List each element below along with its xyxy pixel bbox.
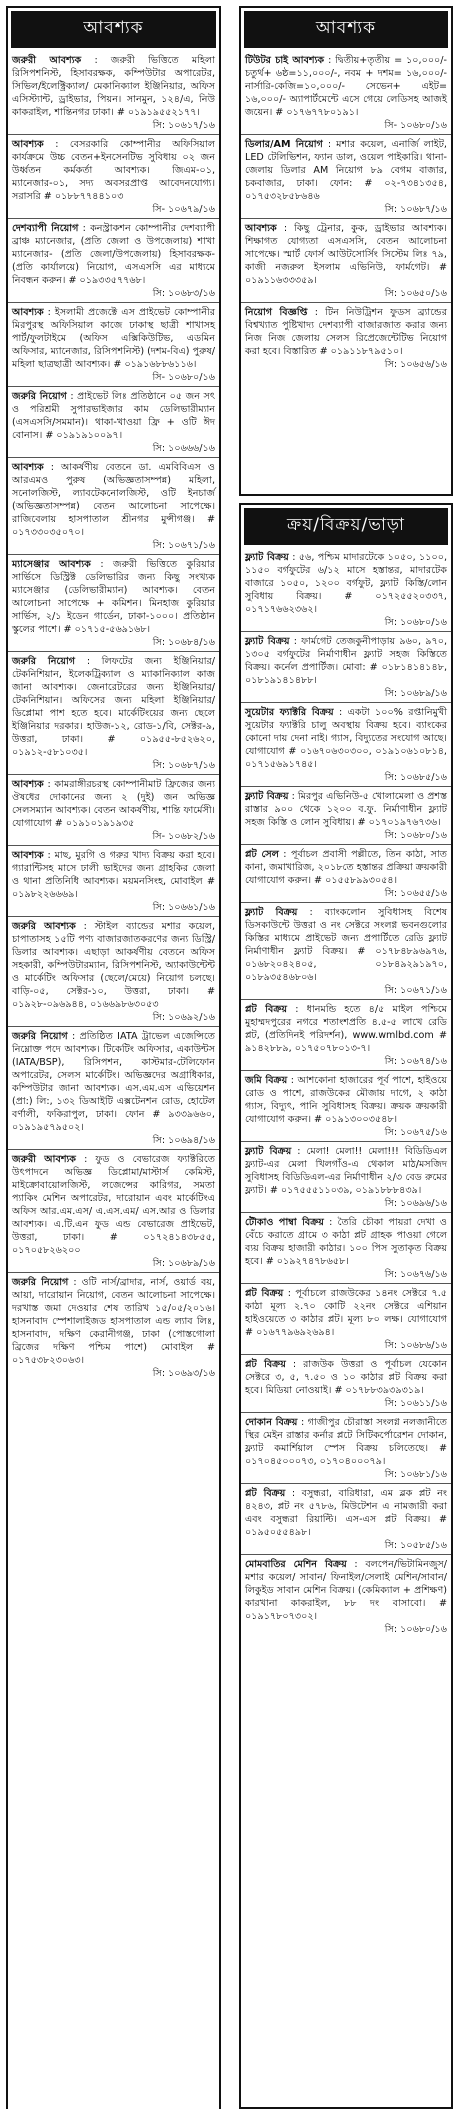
- classified-ad: [241, 703, 451, 787]
- ad-body: : ওটি নার্স/ব্রাদার, নার্স, ওয়ার্ড বয়, আয়া, দারোয়ান নিয়োগ, বেতন আলোচনা সাপেক্ষে। দরখাস্ত জমা দেওয়ার শেষ তারিখ ১৫/০৫/২০১৬। হাসনাবাদ স্পেশালাইজড হাসপাতাল এন্ড ল্যাব লিঃ, হাসনাবাদ, দক্ষিণ কেরানীগঞ্জ, ঢাকা (পোস্তগোলা ব্রিজের দক্ষিণ পশ্চিম পাশে) মোবাইল # ০১৭৫৩৮২৩০৬৩।: [12, 1277, 215, 1366]
- ad-title: আবশ্যক: [245, 223, 277, 234]
- ad-body: : একটা ১০০% রপ্তানিমুখী সুয়েটার ফ্যাক্টরি চালু অবস্থায় বিক্রয় হবে। ব্যাংকের কোনো দায় দেনা নাই। গ্যাস, বিদ্যুতের সংযোগ আছে। যোগাযোগ # ০১৬৭০৬৩০৩০০, ০১৯১০৬১০৮১৪, ০১৭১৫৬৯১৭৪৫।: [245, 707, 447, 770]
- ad-body: : জরুরী ভিত্তিতে মহিলা রিসিপশনিস্ট, হিসাবরক্ষক, কম্পিউটার অপারেটর, সিভিল/ইলেক্ট্রিক্যাল/ মেকানিক্যাল ইঞ্জিনিয়ার, অফিস এসিস্ট্যান্ট, ড্রাইভার, পিয়ন। সানমুন, ১২৪/এ, নিউ কাকরাইল, শান্তিনগর ঢাকা। # ০১৯১৯৫৫২১৭৭।: [12, 55, 215, 118]
- ad-reference-code: সি: ১০৬৬৬/১৬: [152, 443, 215, 454]
- ad-body: : বেসরকারি কোম্পানীর অফিসিয়াল কার্যক্রমে উচ্চ বেতন+ইনসেনটিভ সুবিধায় ০২ জন উর্ধ্বতন কর্মকর্তা আবশ্যক। জিএম-০১, ম্যানেজার-০১, সদ্য অবসরপ্রাপ্ত আবেদনযোগ্য। সরাসরি # ০১৮৮৭৭৪৪১০৩: [12, 139, 215, 202]
- ad-body: : রাজউক উত্তরা ও পূর্বাচল যেকোন সেক্টরে ৩, ৫, ৭.৫০ ও ১০ কাঠার প্লট বিক্রয় করা হবে। মিডিয়া নোওয়াই। # ০১৭৮৮৩৯৩৯৩১৯।: [245, 1359, 447, 1396]
- ad-reference-code: সি: ১০৬৫০/১৬: [384, 288, 447, 299]
- classified-ad: [8, 846, 219, 917]
- ad-title: ম্যাসেঞ্জার আবশ্যক: [12, 559, 91, 570]
- ad-body: : লিফটের জন্য ইঞ্জিনিয়ার/টেকনিশিয়ান, ইলেকট্রিক্যাল ও ম্যাকানিক্যাল কাজ জানা আবশ্যক। জেনারেটরের জন্য ইঞ্জিনিয়ার/টেকনিশিয়ান। অফিসের জন্য মহিলা ইঞ্জিনিয়ার/ডিপ্লোমা পাশ হতে হবে। মার্কেটিংয়ের জন্য ছেলে ইঞ্জিনিয়ার দরকার। হাউজ-১২, রোড-১/বি, সেক্টর-৯, উত্তরা, ঢাকা। # ০১৯৫৫-৮৫২৬২০, ০১৯১২-৫৮১০৩৫।: [12, 656, 215, 758]
- left-ads-list: [8, 51, 219, 1382]
- ad-title: আবশ্যক: [12, 779, 44, 790]
- ad-reference-code: সি: ১০৬৬১/১৬: [152, 902, 215, 913]
- ad-title: সুয়েটার ফ্যাক্টরি বিক্রয়: [245, 707, 334, 718]
- ad-body: : কিছু ট্রেনার, কুক, ড্রাইভার আবশ্যক। শিক্ষাগত যোগ্যতা এসএসসি, বেতন আলোচনা সাপেক্ষে। স্মার্ট ফোর্স আউটসোর্সিং সিস্টেম লিঃ ৭৯, কাজী নজরুল ইসলাম এভিনিউ, ফার্মগেট। # ০১৯১১৬৩৩৩৫৯।: [245, 223, 447, 286]
- right-bottom-ads-list: [241, 548, 451, 1638]
- ad-reference-code: সি: ১০৬৮০/১৬: [384, 617, 447, 628]
- ad-body: : মিরপুর এভিনিউ-৫ খোলামেলা ও প্রশস্ত রাস্তার ৯০০ থেকে ১২০০ ব.ফু. নির্মাণাধীন ফ্ল্যাট সহজ কিস্তি ও লোন সুবিধায়। # ০১৭০১৯৭৬৭৩৬।: [245, 791, 448, 828]
- ad-title: টিউটর চাই আবশ্যক: [245, 55, 325, 66]
- classified-ad: [241, 135, 451, 219]
- ad-body: : জরুরী ভিত্তিতে কুরিয়ার সার্ভিসে ডিস্ট্রিক্ট ডেলিভারির জন্য কিছু সংখ্যক ম্যাসেঞ্জার (ডেলিভারীম্যান) আবশ্যক। বেতন আলোচনা সাপেক্ষে + কমিশন। মিনহাজ কুরিয়ার সার্ভিস, ২/১ ইডেন গার্ডেন, ঢাকা-১০০০। প্রতিষ্ঠান স্কুলের পাশে। # ০১৭১৫-৫৬৯১৬৮।: [12, 559, 215, 635]
- section-header-jobs-right: আবশ্যক: [244, 11, 448, 48]
- classified-ad: [241, 1355, 451, 1413]
- ad-title: ফ্ল্যাট বিক্রয়: [245, 636, 290, 647]
- ad-body: : মাছ, মুরগি ও গরুর খাদ্য বিক্রয় করা হবে। গ্যারান্টিসহ মাসে ঢালী ভাইদের জন্য গ্রাহকির জেলা ও থানা প্রতিনিধি আবশ্যক। ময়মনসিংহ, মোবাইল # ০১৯৮২২৬৬৬৯।: [12, 850, 215, 900]
- ad-title: ডিলার/AM নিয়োগ: [245, 139, 323, 150]
- ad-title: আবশ্যক: [12, 139, 44, 150]
- right-top-box: [239, 6, 453, 496]
- ad-body: : গাজীপুর চৌরাস্তা সংলগ্ন নলজানীতে স্থির মেইন রাস্তার কর্নার প্লটে সিটিকর্পোরেশন দোকান, ফ্ল্যাট কমার্শিয়াল স্পেস বিক্রয় চলিতেছে। # ০১৭০৪৫০০০৭৩, ০১৭০৪০০০৭৯।: [245, 1417, 447, 1467]
- classified-ad: [8, 555, 219, 652]
- ad-title: দেশব্যাপী নিয়োগ: [12, 223, 79, 234]
- classified-ad: [241, 219, 451, 303]
- classified-ad: [241, 845, 451, 903]
- ad-title: জরুরি নিয়োগ: [12, 1277, 69, 1288]
- classified-ad: [241, 548, 451, 632]
- classified-ad: [241, 1071, 451, 1142]
- ad-body: : প্রাইভেট লিঃ প্রতিষ্ঠানে ০৫ জন সৎ ও পরিশ্রমী সুপারভাইজার কাম ডেলিভারীম্যান (এসএসসি/সমমান)। থাকা-খাওয়া ফ্রি + ওটি ঈদ বোনাস। # ০১৯১৯১০০৯৭।: [12, 391, 215, 441]
- right-bottom-box: [239, 503, 453, 2109]
- ad-reference-code: সি- ১০৬৭৯/১৬: [152, 204, 215, 215]
- ad-reference-code: সি: ১০৬৮৫/১৬: [384, 772, 447, 783]
- ad-body: : আকর্ষণীয় বেতনে ডা. এমবিবিএস ও আরএমও পুরুষ (অভিজ্ঞতাসম্পন্ন) মহিলা, সনোলজিস্ট, ল্যাবটেকনোলজিস্ট, ওটি ইনচার্জ (অভিজ্ঞতাসম্পন্ন) বেতন আলোচনা সাপেক্ষে। রাজিবেলায় হাসপাতাল শ্রীনগর মুন্সীগঞ্জ। # ০১৭৩৩০৩৫০৭০।: [12, 462, 215, 538]
- ad-title: জরুরী আবশ্যক: [12, 1154, 77, 1165]
- ad-title: ফ্ল্যাট বিক্রয়: [245, 791, 289, 802]
- classified-ad: [241, 51, 451, 135]
- ad-body: : কনস্ট্রাকশন কোম্পানীর দেশব্যাপী ব্রাঞ্চ ম্যানেজার, (প্রতি জেলা ও উপজেলায়) শাখা ম্যানেজার- (প্রতি জেলা/উপজেলায়) হিসাবরক্ষক- (প্রতি কার্যালয়ে) নিয়োগ, এসএসসি এর মাধ্যমে নিবন্ধন করুন। # ০১৯৩৩৫৭৭৬৮।: [12, 223, 215, 286]
- ad-body: : পূর্বাচলে রাজউকের ১৪নং সেক্টরে ৭.৫ কাঠা মূল্য ২.৭০ কোটি ২২নং সেক্টরে এশিয়ান হাইওয়েতে ৩ কাঠার প্লট। মূল্য ৮০ লক্ষ। যোগাযোগ # ০১৬৭৭৯৬৯২৬৯৪।: [245, 1288, 447, 1338]
- classified-ad: [8, 775, 219, 846]
- classified-ad: [241, 1000, 451, 1071]
- classified-ad: [8, 51, 219, 135]
- classified-ad: [241, 632, 451, 703]
- ad-reference-code: সি: ১০৬৭৫/১৬: [384, 1127, 447, 1138]
- classified-ad: [241, 903, 451, 1000]
- ad-title: আবশ্যক: [12, 850, 44, 861]
- ad-body: : বলপেন/ভিটামিনজুস/মশার কয়েল/ সাবান/ ফিনাইল/সেলাই মেশিন/সাবান/ লিকুইড সাবান মেশিন বিক্রয়। (কেমিক্যাল + প্রশিক্ষণ) কারখানা কাকরাইল, ৮৮ দং বাসাবো। # ০১৯১৭৮০৭৩০২।: [245, 1559, 447, 1622]
- ad-reference-code: সি- ১০৬৮০/১৬: [384, 120, 447, 131]
- ad-reference-code: সি: ১০৬৭১/১৬: [384, 985, 447, 996]
- classified-ad: [8, 652, 219, 775]
- section-header-jobs: আবশ্যক: [11, 11, 216, 48]
- ad-title: জরুরি নিয়োগ: [12, 1031, 68, 1042]
- classified-ad: [8, 303, 219, 387]
- ad-body: : মেলা! মেলা!! মেলা!!! বিডিডিএল ফ্ল্যাট-এর মেলা খিলগাঁও-এ থেকাল মাঠ/মসজিদ সুবিধাসহ বিডিডিএল-এর নির্মাণাধীন ২/৩ বেড রুমের ফ্ল্যাট। # ০১৭৫৫৫১১০৩৯, ০১৯১৮৮৮৪৩৯।: [245, 1146, 447, 1196]
- ad-body: : টিন নিউট্রিশন ফুডস ব্র্যান্ডের বিশ্বখ্যাত পুষ্টিখাদ্য দেশব্যাপী বাজারজাত করার জন্য নিজ নিজ জেলায় সেলস রিপ্রেজেন্টেটিভ নিয়োগ করা হবে। বিস্তারিত # ০১৯১১৮৭৯৫১০।: [245, 307, 447, 357]
- left-classifieds-column: [6, 6, 221, 2109]
- ad-title: টৌকাও পাম্বা বিক্রয়: [245, 1217, 324, 1228]
- classified-ad: [8, 219, 219, 303]
- classified-ad: [8, 458, 219, 555]
- ad-reference-code: সি: ১০৬৫৬/১৬: [384, 359, 447, 370]
- ad-reference-code: সি: ১০৬৮৯/১৬: [152, 1258, 215, 1269]
- ad-title: প্লট বিক্রয়: [245, 1359, 286, 1370]
- ad-body: : বসুন্ধরা, বারিধারা, এম ব্লক প্লট নং ৪২৪৩, প্লট নং ৫৭৮৬, মিউটেশন এ নামজারী করা এবং বসুন্ধরা রিয়াল্টি। এস-এস প্লট বিক্রয়। # ০১৯৫০৫৫৪৯৮।: [245, 1488, 447, 1538]
- classified-ad: [8, 387, 219, 458]
- ad-body: : তৈরি চৌকা পায়রা দেখা ও বেঁচে করাতে গ্রামে ৩ কাঠা প্লট গ্রাহক পাওয়া গেলে ব্যয় বিক্রয় হাজারী কাঠার। ১০০ পিস সুতাকৃত বিক্রয় হবে। # ০১৯২৭৪৭৮৬৫৮।: [245, 1217, 447, 1267]
- classified-ad: [241, 1284, 451, 1355]
- classified-ad: [241, 1213, 451, 1284]
- classified-ad: [241, 1484, 451, 1555]
- classified-ad: [8, 917, 219, 1027]
- ad-reference-code: সি: ১০৬৭৬/১৬: [384, 1269, 447, 1280]
- ad-body: : ব্যাংকলোন সুবিধাসহ বিশেষ ডিসকাউন্টে উত্তরা ও নং সেক্টরে সংলগ্ন ভবনগুলোর কিস্তির মাধ্যমে প্রাইভেট জন্য প্রপার্টিতে রেডি ফ্ল্যাট নির্মাণাধীন ফ্ল্যাট বিক্রয়। # ০১৭৮৪৮৯৬৯৭৬, ০১৬৮২০৪২৪০৫, ০১৮৪৯২৯১৯৭০, ০১৮৯৩৫৪৬৮০৬।: [245, 907, 447, 983]
- ad-body: : ফুড ও বেভারেজ ফ্যাক্টরিতে উৎপাদনে অভিজ্ঞ ডিপ্লোমা/মাস্টার্স কেমিস্ট, মাইক্রোবায়োলজিস্ট, লজেন্সের কারিগর, সমতা প্যাকিং মেশিন অপারেটর, দারোয়ান এবং মার্কেটিংএ অফিস আর.এম.এস/ এ.এস.এম/ এস.আর ও ডিলার আবশ্যক। এ.টি.এন ফুড এন্ড বেভারেজ প্রাইভেট, উত্তরা, ঢাকা। # ০১৭২৪১৪৩৮৫৫, ০১৭০৫৮২৬২০০: [12, 1154, 215, 1256]
- ad-body: : ইসলামী প্রজেক্টে এস প্রাইভেট কোম্পানীর মিরপুরস্থ অফিসিয়াল কাজে ঢাকাস্থ ছাত্রী শাখাসহ পার্ট/ফুলটাইমে (অফিস এক্সিকিউটিভ, এডমিন অফিসার, ম্যানেজার, রিসিপশনিস্ট) (দশম-বিএ) পুরুষ/মহিলা ছাত্রছাত্রী আবশ্যক। # ০১৯১৬৮৮৬১১৬।: [12, 307, 215, 370]
- ad-body: : পূর্বাচল প্রবাসী পল্লীতে, তিন কাঠা, সাত কানা, জমাখারিজ, ২০১৮তে হস্তান্তর প্রক্রিয়া ক্রয়কারী যোগাযোগ করুন। # ০১৫৫৮৯৯৩০৫৪।: [245, 849, 447, 886]
- ad-reference-code: সি: ১০৬৮৩/১৬: [152, 288, 215, 299]
- ad-title: জরুরি নিয়োগ: [12, 656, 76, 667]
- ad-body: : প্রতিষ্ঠিত IATA ট্রাভেল এজেন্সিতে নিম্নোক্ত পদে আবশ্যক। টিকেটিং অফিসার, একাউন্টস (IATA/BSP), রিসিপশন, কাস্টমার-টেলিফোন অপারেটর, সেলস মার্কেটিং। অভিজ্ঞদের অগ্রাধিকার, কম্পিউটার জানা আবশ্যক। এস.এম.এস এভিয়েশন (প্রা:) লি:, ১৩২ ডিআইটি এক্সটেনশন রোড, হোটেল বর্ণালী, ফকিরাপুল, ঢাকা। ফোন # ৯৩৩৯৬৬০, ০১৯১৯৫৭৯৫০২।: [12, 1031, 215, 1133]
- right-top-ads-list: [241, 51, 451, 373]
- ad-title: ফ্ল্যাট বিক্রয়: [245, 1146, 292, 1157]
- ad-body: : মশার কয়েল, এনার্জি লাইট, LED টেলিভিশন, ফ্যান ডাল, ওয়েল পাইকারি। থানা-জেলায় ডিলার AM নিয়োগ ৮৯ বেগম বাজার, চকবাজার, ঢাকা। ফোন: # ০২-৭৩৪১৩৫৪, ০১৭৫৩২৮৫৮৬৪৬: [245, 139, 447, 202]
- ad-body: : ফার্মগেট তেজকুনীপাড়ায় ৯৬০, ৯৭০, ১৩০৫ বর্গফুটের নির্মাণাধীন ফ্ল্যাট সহজ কিস্তিতে বিক্রয়। কর্নেল প্রপার্টিজ। মোবা: # ০১৮১৪১৪১৪৮, ০১৮১৯১৪১৪৮৮।: [245, 636, 448, 686]
- ad-body: : কামরাঙ্গীরচরস্থ কোম্পানীমাট ফ্রিজের জন্য ঔষধের দোকানের জন্য ২ (দুই) জন অভিজ্ঞ সেলসম্যান আবশ্যক। বেতন আকর্ষণীয়, শান্তি ফার্মেসী। যোগাযোগ # ০১৯১০১৯১৯৩৫: [12, 779, 215, 829]
- classified-ad: [8, 1273, 219, 1382]
- ad-title: নিয়োগ বিজ্ঞপ্তি: [245, 307, 308, 318]
- ad-title: জরুরি আবশ্যক: [12, 921, 76, 932]
- ad-body: : ৫৬, পশ্চিম মাদারটেকে ১০৫০, ১১০০, ১১৫০ বর্গফুটের ৬/১২ মাসে হস্তান্তর, মাদারটেক বাজারে ১০৫০, ১২০০ বর্গফুট, ফ্ল্যাট কিস্তি/লোন সুবিধায় বিক্রয়। # ০১৭২৫৫২০৩৩৭, ০১৭১৭৬৬২৩৬২।: [245, 552, 448, 615]
- ad-title: প্লট বিক্রয়: [245, 1488, 286, 1499]
- ad-title: প্লট সেল: [245, 849, 279, 860]
- classified-ad: [8, 1150, 219, 1273]
- classified-ad: [241, 1413, 451, 1484]
- ad-body: : আশকোনা হাজারের পূর্ব পাশে, হাইওয়ে রোড ও পাশে, রাজউকের মৌজায় দাগে, ২ কাঠা গ্যাস, বিদ্যুৎ, পানি সুবিধাসহ বিক্রয়। ক্রয়ক ক্রয়কারী যোগাযোগ করুন। # ০১৯১৩০০৩৫৪৮।: [245, 1075, 447, 1125]
- ad-reference-code: সি: ১০৬৯৪/১৬: [152, 1135, 215, 1146]
- ad-reference-code: সি: ১০৬৮০/১৬: [384, 1624, 447, 1635]
- ad-reference-code: সি: ১০৬৯২/১৬: [152, 1012, 215, 1023]
- classified-ad: [241, 787, 451, 845]
- ad-reference-code: সি: ১০৬৮৬/১৬: [384, 1340, 447, 1351]
- ad-title: আবশ্যক: [12, 307, 44, 318]
- ad-reference-code: সি: ১০৬৫৫/১৬: [384, 888, 447, 899]
- ad-reference-code: সি: ১০৬৮৭/১৬: [384, 204, 447, 215]
- ad-title: জরুরী আবশ্যক: [12, 55, 82, 66]
- right-classifieds-column: [239, 6, 453, 2109]
- ad-reference-code: সি: ১০৬৯৩/১৬: [152, 1368, 215, 1379]
- ad-reference-code: সি: ১০৬৭৪/১৬: [384, 1056, 447, 1067]
- classified-ad: [241, 1555, 451, 1638]
- ad-reference-code: সি: ১০৫৮৫/১৬: [384, 1540, 447, 1551]
- ad-reference-code: সি: ১০৬৭১/১৬: [152, 540, 215, 551]
- ad-reference-code: সি: ১০৬৮৪/১৬: [152, 637, 215, 648]
- ad-body: : ধানমন্ডি হতে ৪/৫ মাইল পশ্চিমে মুহাম্মদপুরের নগরে শতাংশপ্রতি ৪.৫-৫ লাখে রেডি প্লট, (প্রতিদিনই পরিদর্শন), www.wmlbd.com # ৯১৪২৮৮৯, ০১৭৫০৭৮০১৩-৭।: [245, 1004, 448, 1054]
- ad-title: প্লট বিক্রয়: [245, 1288, 284, 1299]
- ad-title: মোমবাতির মেশিন বিক্রয়: [245, 1559, 347, 1570]
- ad-title: প্লট বিক্রয়: [245, 1004, 288, 1015]
- ad-body: : দ্বিতীয়+তৃতীয় = ১০,০০০/- চতুর্থ+ ৬ষ্ঠ=১১,০০০/-, নবম + দশম= ১৬,০০০/- নার্সারি-কেজি=১০,০০০/- সেভেন+ এইট= ১৬,০০০/- অ্যাপার্টমেন্টে এসে গেয়ে লেডিসহ আজই জয়েন। # ০১৭৬৭৭৮০১৯১।: [245, 55, 447, 118]
- classified-ad: [241, 303, 451, 373]
- ad-title: ফ্ল্যাট বিক্রয়: [245, 552, 289, 563]
- classified-ad: [8, 1027, 219, 1150]
- ad-reference-code: সি: ১০৬১১/১৬: [384, 1398, 447, 1409]
- ad-reference-code: সি- ১০৬৮০/১৬: [152, 372, 215, 383]
- ad-title: আবশ্যক: [12, 462, 44, 473]
- ad-reference-code: সি: ১০৬১৭/১৬: [152, 120, 215, 131]
- ad-reference-code: সি: ১০৬৮৭/১৬: [152, 760, 215, 771]
- ad-reference-code: সি: ১০৬৯৬/১৬: [384, 1198, 447, 1209]
- ad-reference-code: সি: ১০৬৮১/১৬: [384, 1469, 447, 1480]
- ad-reference-code: সি: ১০৬৮০/১৬: [384, 830, 447, 841]
- ad-title: দোকান বিক্রয়: [245, 1417, 298, 1428]
- ad-reference-code: সি- ১০৬৮২/১৬: [152, 831, 215, 842]
- ad-title: ফ্ল্যাট বিক্রয়: [245, 907, 298, 918]
- classified-ad: [8, 135, 219, 219]
- classified-ad: [241, 1142, 451, 1213]
- ad-body: : স্টাইল ব্যান্ডের মশার কয়েল, চাপাতাসহ ১৫টি পণ্য বাজারজাতকরণের জন্য ডিস্ট্রি/ডিলার আবশ্যক। এছাড়া আকর্ষণীয় বেতনে অফিস সহকারী, কম্পিউটারম্যান, রিসিপশনিস্ট, অ্যাকাউন্টেন্ট ও মার্কেটিং অফিসার (ছেলে/মেয়ে) নিয়োগ চলছে। বাড়ি-০৫, সেক্টর-১০, উত্তরা, ঢাকা। # ০১৯২৮-০৯৬৯৪৪, ০১৬৬৯৮৬৩০৫৩: [12, 921, 215, 1010]
- ad-title: জরুরি নিয়োগ: [12, 391, 67, 402]
- ad-title: জমি বিক্রয়: [245, 1075, 288, 1086]
- section-header-buy-sell-rent: ক্রয়/বিক্রয়/ভাড়া: [244, 508, 448, 545]
- ad-reference-code: সি: ১০৬৮৯/১৬: [384, 688, 447, 699]
